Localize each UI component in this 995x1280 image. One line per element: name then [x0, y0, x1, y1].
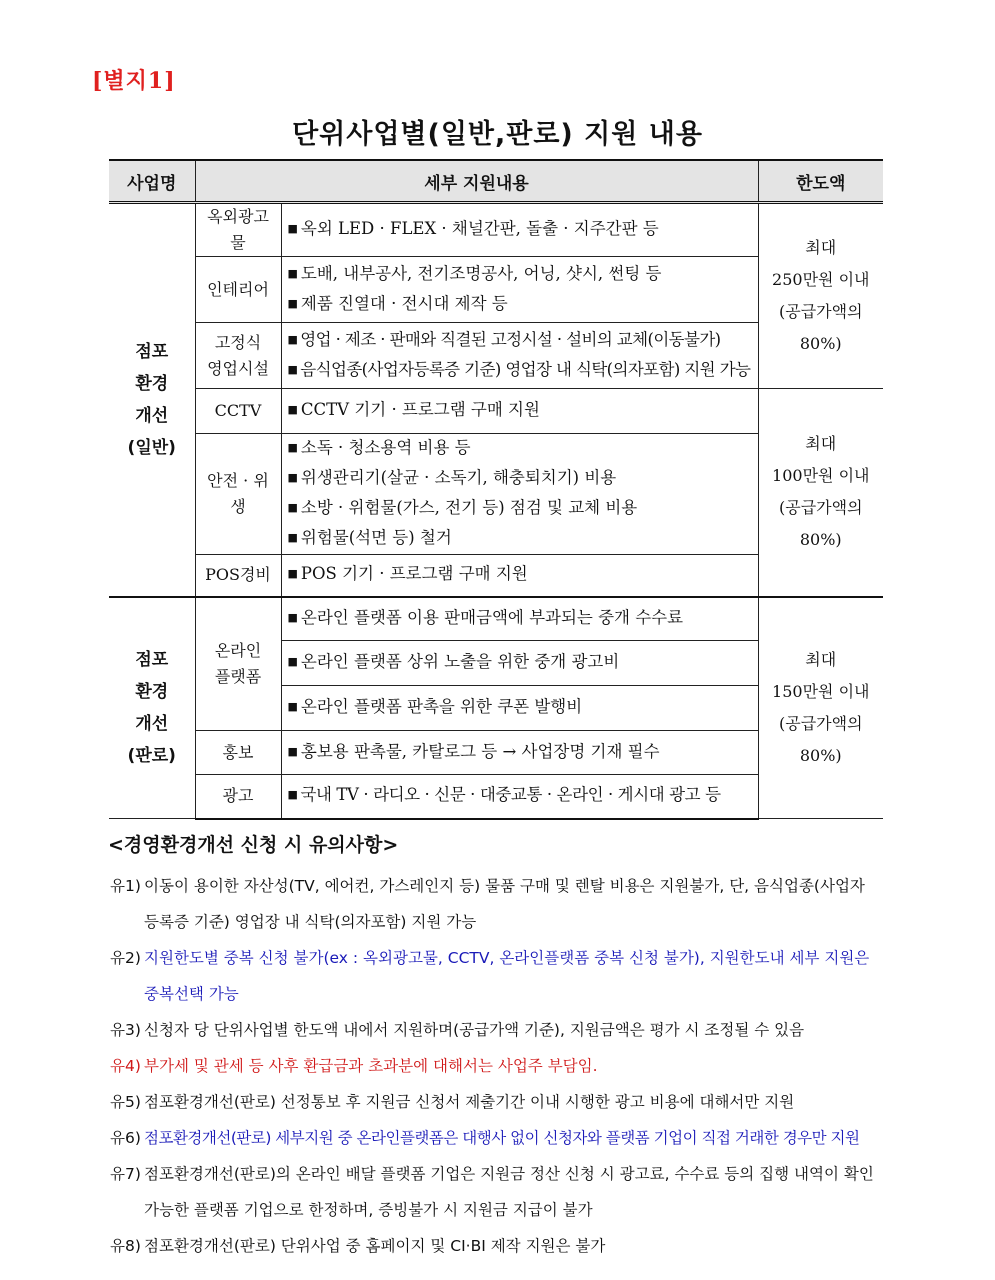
header-business-name: 사업명	[109, 160, 195, 203]
details-interior	[281, 257, 758, 323]
limit-150: 최대 150만원 이내 (공급가액의 80%)	[758, 597, 883, 819]
details-cctv	[281, 389, 758, 434]
detail-item: ■ 국내 TV · 라디오 · 신문 · 대중교통 · 온라인 · 게시대 광고 등	[288, 781, 754, 811]
note-text: 점포환경개선(판로) 세부지원 중 온라인플랫폼은 대행사 없이 신청자와 플랫폼 기업이 직접 거래한 경우만 지원	[144, 1129, 860, 1147]
note-item	[110, 868, 900, 940]
detail-item: ■ 영업 · 제조 · 판매와 직결된 고정시설 · 설비의 교체(이동불가)	[288, 326, 754, 356]
note-number: 유2)	[110, 949, 141, 967]
sub-online-platform: 온라인 플랫폼	[195, 597, 281, 731]
table-row	[109, 597, 883, 641]
detail-item: ■ 소독 · 청소용역 비용 등	[288, 434, 754, 464]
detail-item: ■ POS 기기 · 프로그램 구매 지원	[288, 560, 754, 590]
details-promotion	[281, 731, 758, 775]
attachment-label: [별지1]	[92, 68, 176, 94]
header-limit: 한도액	[758, 160, 883, 203]
details-fixed-facility	[281, 323, 758, 389]
note-text: 이동이 용이한 자산성(TV, 에어컨, 가스레인지 등) 물품 구매 및 렌탈 비용은 지원불가, 단, 음식업종(사업자	[144, 877, 865, 895]
note-number: 유5)	[110, 1093, 141, 1111]
note-item	[110, 1048, 900, 1084]
note-continuation: 가능한 플랫폼 기업으로 한정하며, 증빙불가 시 지원금 지급이 불가	[144, 1201, 593, 1219]
table-row	[109, 389, 883, 434]
note-text: 부가세 및 관세 등 사후 환급금과 초과분에 대해서는 사업주 부담임.	[144, 1057, 598, 1075]
note-number: 유4)	[110, 1057, 141, 1075]
details-pos	[281, 555, 758, 597]
detail-item: ■ 홍보용 판촉물, 카탈로그 등 → 사업장명 기재 필수	[288, 738, 754, 768]
table-header-row	[109, 160, 883, 203]
note-text: 신청자 당 단위사업별 한도액 내에서 지원하며(공급가액 기준), 지원금액은 평가 시 조정될 수 있음	[144, 1021, 805, 1039]
note-continuation: 중복선택 가능	[144, 985, 239, 1003]
details-online-fee	[281, 597, 758, 641]
note-number: 유1)	[110, 877, 141, 895]
sub-pos: POS경비	[195, 555, 281, 597]
note-item	[110, 1228, 900, 1264]
note-text: 점포환경개선(판로) 선정통보 후 지원금 신청서 제출기간 이내 시행한 광고 비용에 대해서만 지원	[144, 1093, 795, 1111]
header-details: 세부 지원내용	[195, 160, 758, 203]
detail-item: ■ 옥외 LED · FLEX · 채널간판, 돌출 · 지주간판 등	[288, 215, 754, 245]
note-item	[110, 1120, 900, 1156]
detail-item: ■ 온라인 플랫폼 판촉을 위한 쿠폰 발행비	[288, 693, 754, 723]
sub-interior: 인테리어	[195, 257, 281, 323]
note-text: 점포환경개선(판로) 단위사업 중 홈페이지 및 CI·BI 제작 지원은 불가	[144, 1237, 606, 1255]
sub-advertising: 광고	[195, 775, 281, 819]
page-title: 단위사업별(일반,판로) 지원 내용	[292, 119, 703, 150]
support-table	[109, 159, 883, 820]
detail-item: ■ 소방 · 위험물(가스, 전기 등) 점검 및 교체 비용	[288, 494, 754, 524]
note-item	[110, 1084, 900, 1120]
limit-100: 최대 100만원 이내 (공급가액의 80%)	[758, 389, 883, 597]
detail-item: ■ 음식업종(사업자등록증 기준) 영업장 내 식탁(의자포함) 지원 가능	[288, 356, 754, 386]
details-online-ad	[281, 641, 758, 686]
details-outdoor-ad	[281, 203, 758, 257]
detail-item: ■ 위험물(석면 등) 철거	[288, 524, 754, 554]
notes-list	[110, 868, 900, 1264]
sub-safety-hygiene: 안전 · 위생	[195, 434, 281, 555]
category-general: 점포 환경 개선 (일반)	[109, 203, 195, 597]
detail-item: ■ CCTV 기기 · 프로그램 구매 지원	[288, 396, 754, 426]
detail-item: ■ 도배, 내부공사, 전기조명공사, 어닝, 샷시, 썬팅 등	[288, 260, 754, 290]
detail-item: ■ 제품 진열대 · 전시대 제작 등	[288, 290, 754, 320]
note-text: 지원한도별 중복 신청 불가(ex : 옥외광고물, CCTV, 온라인플랫폼 중복 신청 불가), 지원한도내 세부 지원은	[144, 949, 870, 967]
sub-cctv: CCTV	[195, 389, 281, 434]
note-continuation: 등록증 기준) 영업장 내 식탁(의자포함) 지원 가능	[144, 913, 477, 931]
note-item	[110, 1156, 900, 1228]
note-item	[110, 940, 900, 1012]
detail-item: ■ 온라인 플랫폼 상위 노출을 위한 중개 광고비	[288, 648, 754, 678]
sub-promotion: 홍보	[195, 731, 281, 775]
note-number: 유6)	[110, 1129, 141, 1147]
note-number: 유8)	[110, 1237, 141, 1255]
details-online-coupon	[281, 686, 758, 731]
sub-outdoor-ad: 옥외광고물	[195, 203, 281, 257]
details-advertising	[281, 775, 758, 819]
details-safety-hygiene	[281, 434, 758, 555]
note-number: 유3)	[110, 1021, 141, 1039]
note-number: 유7)	[110, 1165, 141, 1183]
category-sales: 점포 환경 개선 (판로)	[109, 597, 195, 819]
detail-item: ■ 위생관리기(살균 · 소독기, 해충퇴치기) 비용	[288, 464, 754, 494]
sub-fixed-facility: 고정식 영업시설	[195, 323, 281, 389]
note-text: 점포환경개선(판로)의 온라인 배달 플랫폼 기업은 지원금 정산 신청 시 광고료, 수수료 등의 집행 내역이 확인	[144, 1165, 874, 1183]
table-row	[109, 203, 883, 257]
note-item	[110, 1012, 900, 1048]
limit-250: 최대 250만원 이내 (공급가액의 80%)	[758, 203, 883, 389]
detail-item: ■ 온라인 플랫폼 이용 판매금액에 부과되는 중개 수수료	[288, 604, 754, 634]
notes-heading: <경영환경개선 신청 시 유의사항>	[108, 834, 399, 856]
